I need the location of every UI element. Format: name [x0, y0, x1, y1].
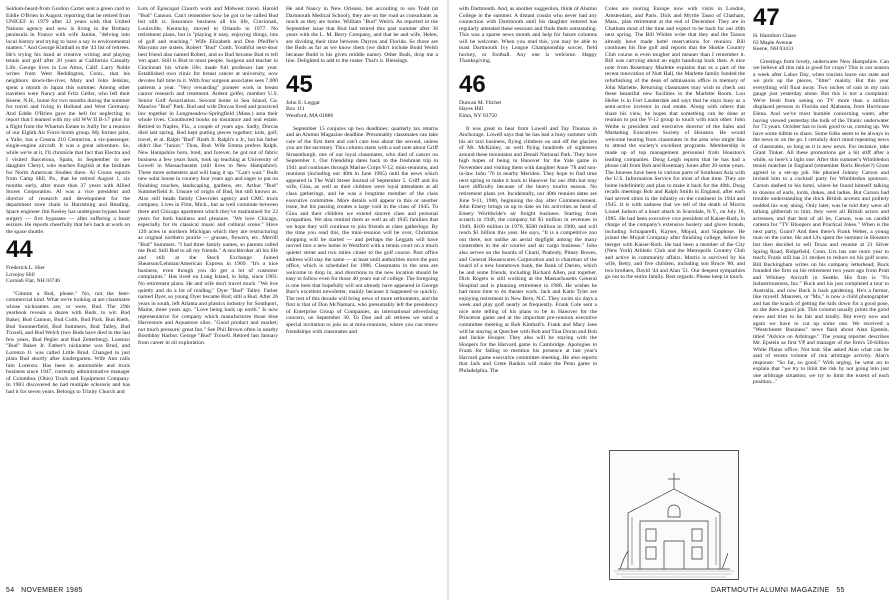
secretary-city: Elma, NY 03750: [459, 113, 497, 120]
page-number: 54: [6, 587, 15, 594]
class-notes-46-text: It was great to hear from Lowell and Tay Thomas in Anchorage. Lowell says that he has had a busy summer with his air taxi business, flying climbers on and off the glaciers of Mt. McKinley, as well flying hundreds of sightseers around these mountains and Denali National Park. They have high hopes of being in Hanover for the Yale game in November and visiting them with daughter Anne '78 and son-in-law John '76 in nearby Meriden. They hope to find time next spring to make it back to Hanover for our 40th but may have difficulty because of the heavy tourist season. No retirement plans yet. Incidentally, our 40th reunion dates are June 9-11, 1986, beginning the day after Commencement. John Emery brings us up to date on his activities as head of Emery Worldwide's air freight business. Starting from scratch in 1946, the company hit $1 million in revenues in 1949, $100 million in 1970, $500 million in 1980, and will reach $1 billion this year. He says, "It is a competitive zoo out there, not unlike an aerial dogfight among the many contenders in the air courier and air cargo business." John also serves on the boards of Chartl, Peabody, Pitney Bowes, and General Housewares Corporation and is chairman of the board of a new hometown bank, the Bank of Darien, which he and some friends, including Richard Allen, put together. Dick Rogers is still working at the Massachusetts General Hospital and is planning retirement in 1986. He wishes he had more time to do theater work. Jack and Katie Tyler are enjoying retirement in New Bern, N.C. They swim six days a week and play golf nearly as frequently. Frank Cole sent a nice note telling of his plans to be in Hanover for the Princeton game and at the important pre-reunion executive committee meeting at Bob Kimball's. Frank and Mary Jane will be staying at Quechee with Bob and Tina Doran and Bob and Jackie Hooper. They also will be staying with the Hoopers for the Harvard game in Cambridge. Apologies to Frank for failing to mention his presence at last year's Harvard game executive committee meeting. He also reports that Jack and Grete Rankin will make the Penn game in Philadelphia. The: [459, 125, 597, 374]
magazine-title: DARTMOUTH ALUMNI MAGAZINE: [711, 587, 830, 594]
class-notes-45-continued: with Dartmouth. And, as another suggestion, think of Alumni College in the summer. A distant cousin who never had any connection with Dartmouth until his daughter entered has regularly attended these sessions and finds them outstanding. This was a sparse news month and help for future columns will be welcome. When you read this, you may be able to toast Dartmouth Ivy League Championship soccer, field hockey, or football. Any one is welcome. Happy Thanksgiving.: [459, 6, 597, 65]
column-2: [138, 6, 278, 346]
column-3: [286, 6, 438, 335]
class-secretary-address-46: [459, 100, 597, 120]
secretary-street: Hayes Hill: [459, 106, 484, 113]
building-sketch-icon: [610, 451, 738, 579]
class-secretary-address-45: [286, 100, 438, 120]
class-number-46: 46: [459, 70, 486, 98]
secretary-city: Keene, NH 03431: [753, 46, 794, 53]
class-notes-44-text: "Gimme a Bud, please." No, not the beer-commercial kind. What we're looking at are classmates whose nicknames are, or were, Bud. The 29th yearbook reveals a dozen with Buds, to wit: Bud Baker, Bud Cannon, Bud Coith, Bud Park, Bud Rieth, Bud Summerfield, Bud Summers, Bud Talley, Bud Troxell, and Bud Welch (two Buds have died in the last few years, Bud Pegler and Bud Zetterberg). Lorenzo "Bud" Baker Jr. Father's nickname was Brud, and Lorenzo Jr. was called Little Brud. Changed to just plain Bud shortly after kindergarten. Wife Ann calls him Lorenzo. Has been in automobile and truck business since 1947, currently administrative manager of Columbus (Ohio) Truck and Equipment Company. In 1983 discovered he had multiple sclerosis and has had it for seven years. Belongs to Trinity Church and: [6, 290, 130, 395]
class-notes-46-continued: Coles are touring Europe now with visits in London, Amsterdam, and Paris. Dick and Myrtle Tasso of Chatham, Mass., plan retirement at the end of December. They are in Chatham most of the time and expect to be back for our 40th next spring. The Bill Whites write that they and the Tassos already have made hotel reservations for reunion. Bill continues his fine golf and reports that the Skokie Country Club course is even tougher and meaner than I remember it. Bill was carrying about an eight handicap back then. A nice note from Rosemary Marlette explains that as a part of the recent renovation of Nutt Hall, the Marlette family funded the refurbishing of the dean of admissions office in memory of John Marlette. Returning classmates may wish to check out these beautiful new facilities in the Marlette Room. Lou Heller is in Fort Lauderdale and says that he stays busy as a semi-active investor in real estate. Along with others that share his view, he hopes that something can be done at reunion to put the V-12 group in touch with each other. John Weihe is president and executive director of the Sales and Marketing Executives Society of Houston. He would welcome hearing from classmates in the area who might like to attend the society's excellent programs. Membership is made up of top management personnel from Houston's leading companies. Doug Leigh reports that he has had a phone call from Bob and Rosemary Jones after 20 some years. The Joneses have been in various parts of Southeast Asia with the U.S. Information Service for most of that time. They are home indefinitely and plan to make it back for the 40th. Doug recalls meetings Bob and Ralph Smith in England, after each had served stints in the infantry on the continent in 1944 and 1945. It is with sadness that we tell of the death of Morris Lionel Judson of a heart attack in Scarsdale, N.Y., on July 18, 1985. He had been executive vice president of Kaiser-Roth, in charge of the company's extensive hosiery and glove brands, including Schiaparelli, Kayser, Mojud, and Supphose. He joined the Mojud Company after finishing college, before its merger with Kaiser-Roth. He had been a member of the City (New York) Athletic Club and the Metropolis Country Club and active in community affairs. Morris is survived by his wife, Betty, and five children, including son Bruce '80, and two brothers, David '44 and Alan '51. Our deepest sympathies go out to the entire family. Best regards. Please keep in touch.: [605, 6, 745, 281]
right-folio: [711, 587, 845, 594]
left-page: [0, 0, 447, 600]
secretary-name: H. Hamilton Chase: [753, 33, 797, 39]
class-notes-43-text: Seldom-heard-from Gordon Carter sent a green card to Eddie O'Brien in August, reporting that he retired from UNICEF in 1979 after 32 years with that United Nations agency and now is living in the Brittany peninsula in France with wife Janine, "delving into local history and trying to have a say in environmental matters." And George Kimball to the '43 list of retirees. He's trying his hand at creative writing and playing tennis and golf after 20 years at California Casualty Life. George lives in Los Altos, Calif. Larry Noble writes from West Reddington, Conn., that his neighbors down-the-river, Mary and John Jenkins, spent a month in Japan this summer. Among other travelers were Nancy and Fritz Geller, who left their Keene, N.H., home for two months during the summer for travel and living in Holland and West Germany. And Eddie O'Brien gave me hell for neglecting to report that I teamed with my old WW II B-17 pilot for a flight from the Wharton Estate to Juilly for a reunion of our Eighth Air Force bomb group. My former pilot, a Yalie, has a Cessna 210 Centurion, a six-passenger, single-engine aircraft. It was a great adventure. So, while we're at it, I'll chronicle that fact that Electra and I visited Barcelona, Spain, in September to see daughter Cheryl, who teaches English at the Institute for North American Studies there. Al Coons reports from Camp Hill, Pa., that he retired August 1, six months early, after more than 37 years with Allied Stores Corporation. Al was a vice president and director of research and development for the department store chain in Harrisburg and Reading. Space engineer Jim Keeley has undergone bypass heart surgery — five bypasses — after suffering a heart seizure. He reports cheerfully that he's back at work on the space shuttle.: [6, 6, 130, 235]
column-5: [605, 6, 745, 446]
secretary-name: John E. Leggat: [286, 99, 320, 106]
class-notes-47-text: Greetings from lovely, underwater New Hampshire. Can we believe all this rain is good for crops? This is our season a week after Labor Day, when tourists leave our state and we pick up the pieces, "litter" mainly. But this year everything will float away. Two inches of rain in my rain gauge just yesterday alone. But this is not a complaint: We're fresh from seeing on TV more than a million displaced persons in Florida and Alabama, from Hurricane Elena. And we've most humble concerning water, after having viewed yesterday the hulk of the Titanic underwater for 73 years. October has to look good to us, coming up. We have some tidbits to share. Some folks seem to be always in the news or on the go. I certainly don't mind repeating news of classmates, so long as it is new news. For instance, take Grant Tinker. All these promotions get a bit stiff after a while, so here's a light one: After this summer's Wimbledon tennis matches in England (remember Boris Becker?) Grant agreed to a set-up job. He phoned Johnny Carson and invited him to a cocktail party for Wimbledon sponsors. Carson dashed to his hotel, where he found himself talking to dozens of earls, lords, dukes, and ladies. But Carson had trouble understanding the thick British accents and politely nodded his way along. Only later, was he told they were all talking gibberish to him; they were all British actors and actresses, and that best of all he, Carson, was on candid camera for "TV Bloopers and Practical Jokes." When is the next party, Grant? And then there's Frank Weber, a young man on the come. He and Urs spent the summer in Houston but then decided to sell Texas and resume at 21 Silver Spring Road, Ridgefield, Conn. Urs has one more year to teach; Frank still has 21 strokes to reduce on his golf score. Bill Buckingham writes on his company letterhead; Buck founded the firm on his retirement two years ago from Pratt and Whitney Aircraft in Seattle. His firm is "Fn Industriousness, Inc." Buck and his just completed a tour to Australia, and now Buck is back gardening. He's a farmer, like myself. Maureen, or "Mo," is now a child photographer and has the knack of getting the kids down for a good pose, so she does a good job. This column usually prints the good news and tries to be fair and kindly. But every now and again we have to cut up some one. We received a "Westchester Business" news flash about Alan Epstein, titled "Advice on Arbitrage." The young reporter describes Mr. Epstein as first VP and manager of the firm's 50-billion White Plains office. Not bad. She asked Alan what can be said of recent volume of risk arbitrage activity. Alan's response: "So far, so good." With urging, he went on to explain that "we try to limit the risk by not going into just one arbitrage situation; we try to limit the extent of each position...": [753, 58, 889, 386]
class-number-45: 45: [286, 70, 313, 98]
secretary-street: Box 111: [286, 106, 305, 113]
class-secretary-address-44: [6, 265, 130, 285]
secretary-street: 63 Maple Avenue: [753, 39, 793, 46]
secretary-name: Frederick L. Hier: [6, 265, 45, 272]
page-number: 55: [836, 587, 845, 594]
right-page: [449, 0, 896, 600]
class-notes-44-end: He and Nancy in New Orleans, but according to son Todd (at Dartmouth Medical School), they are on the road as consultants as much as they are home. William "Bud" Welch. As reported in the September issue that Bud had retired this past summer after 36 years with the L. M. Berry Company, and that he and wife, Helen, are dividing their time between Dayton and Florida. So those are the Buds as far as we know them (we didn't include Budd Welsh because Budd is his given middle name). Other Buds, drop me a line. Delighted to add to the roster. That's it. Blessings.: [286, 6, 438, 65]
building-illustration: [609, 450, 739, 580]
class-number-47: 47: [753, 4, 780, 31]
column-4: [459, 6, 597, 374]
class-number-44: 44: [6, 236, 33, 264]
class-notes-44-continued: Lots of Episcopal Church work and Midwest travel. Harold "Bud" Cannon. Can't remember how he got to be called Bud but still is. Insurance business all his life, Cincinnati, Louisville, Kentucky, moved to Orlando in 1977. No retirement plans, but is "playing it easy, enjoying things, lots of golf and teaching." Wife Elizabeth and Don Pfeiffer's Maryann are sisters. Robert "Bud" Coith. Youthful next-door best friend also named Robert, and so Bud became Bud to tell 'em apart. Still is Bud to most people. Surgeon and teacher in Cincinnati his whole life; made full professor last year. Established own clinic for breast cancer at university, now devotes full time to it. With four surgeon associates sees 7,000 patients a year. "Very rewarding" pioneer work in breast cancer research and treatment. Ardent golfer, member U.S. Senior Golf Association. Second home in Sea Island, Ga. Maurice "Bud" Park. Bud and wife Dorcas lived and practiced law together in Longmeadow-Springfield (Mass.) area their whole lives. Coauthored books on insurance and real estate. Retired to Naples, Fla., a couple of years ago. Sadly, Dorcas died last spring. Bud kept putting pieces together; kids, golf, travel, et al. Ralph "Bud" Rieth Jr. Ralph's a Jr., but his father didn't like "Junior." Thus, Bud. Wife Emma prefers Ralph. New Hampshire born, bred, and forever, he got out of fabric business a few years back, took up teaching at University of Lowell in Massachusetts (still lives in New Hampshire). Three more semesters and will hang it up. "Can't wait." Built new solar house in country four years ago and eager to put on finishing touches, landscaping, gardens, etc. Arthur "Bud" Summerfield Jr. Unsure of origin of Bud, but still known as. Also still heads family Chevrolet agency and GMC truck company. Lives in Flint, Mich., but as well commute between there and Chicago apartment which they've maintained for 22 years for both business and pleasure. "We love Chicago, especially for its classical music and cultural scene." Have 120 acres in northern Michigan which they are restructuring as original northern prairie — grasses, flowers, etc. Merrill "Bud" Summers. "I had three family names, so parents called me Bud. Still Bud to all my friends." A stockbroker all his life and still at the Stock Exchange. Joined Shearson/Lehman/American Express in 1969. "It's a nice business, even though you do get a lot of customer complaints." Has lived on Long Island, in Islip, since 1963. No retirement plans. He and wife don't travel much. "We live quietly and do a lot of reading." Dyer "Bud" Talley. Father named Dyer, so young Dyer became Bud; still a Bud. After 26 years in south, left Atlanta and plastics industry for Southport, Maine, three years ago. "Love being back up north." Is now representative for company which manufactures those blue Harvestore and Aquastore silos. "Good product and market; not much pressure; great fun." See Phil Brown often in nearby Boothbay Harbor. George "Bud" Troxell. Retired last January from career in oil exploration.: [138, 6, 278, 346]
column-6: [753, 6, 889, 386]
secretary-name: Duncan M. Fitchet: [459, 99, 502, 106]
class-notes-45-text: September 15 conjures up two deadlines: quarterly tax returns and an Alumni Magazine deadline. Presumably classmates can take care of the first item and can't care less about the second, unless you are the secretary. This column starts with a sad note about Griff Strasenburgh, one of our loyal classmates, who died of cancer on September 1. Our friendship dates back to the freshman trip in 1941 and continues through Marine Corps V-12, mini-reunions, and reunions (including our 40th in June 1985) until the news which appeared in The Wall Street Journal of September 5. Griff and his wife, Gina, as well as their children were loyal attendants at all class gatherings, and he was a longtime member of the class executive committee. More details will appear in this or another issue, but his passing creates a large void in the class of 1945. To Gina and their children we extend sincere class and personal sympathies. We also remind them as well as all 1945 families that we hope they will continue to join friends at class gatherings. By the time you read this, the mini-reunion will be over, Christmas shopping will be started — and perhaps the Leggats will have moved into a new home in Westford with a tennis court on a much quieter street and two miles closer to the golf course. Post office address will stay the same — at least until authorities move the post office, which is scheduled for 1986. Classmates in the area are welcome to drop in, and directions to the new location should be easy to follow even for those 40 years out of college. The foregoing is one item that hopefully will not already have appeared in George Barr's excellent newsletter, mainly because it happened so quickly. The rest of this decade will bring news of more retirements, and the first is that of Don McNamara, who presumably left the presidency of Enterprise Group of Companies, an international advertising concern, on September 30. To Don and all retirees we send a special invitation to join us at mini-reunions, where you can renew friendships with classmates and: [286, 125, 438, 335]
class-secretary-address-47: [753, 33, 889, 53]
left-folio: [6, 587, 83, 594]
issue-date: NOVEMBER 1985: [21, 587, 83, 594]
secretary-street: Lovejoy Hill: [6, 271, 35, 278]
column-1: [6, 6, 130, 396]
secretary-city: Cornish Flat, NH 03746: [6, 278, 61, 285]
secretary-city: Westford, MA 01886: [286, 113, 334, 120]
